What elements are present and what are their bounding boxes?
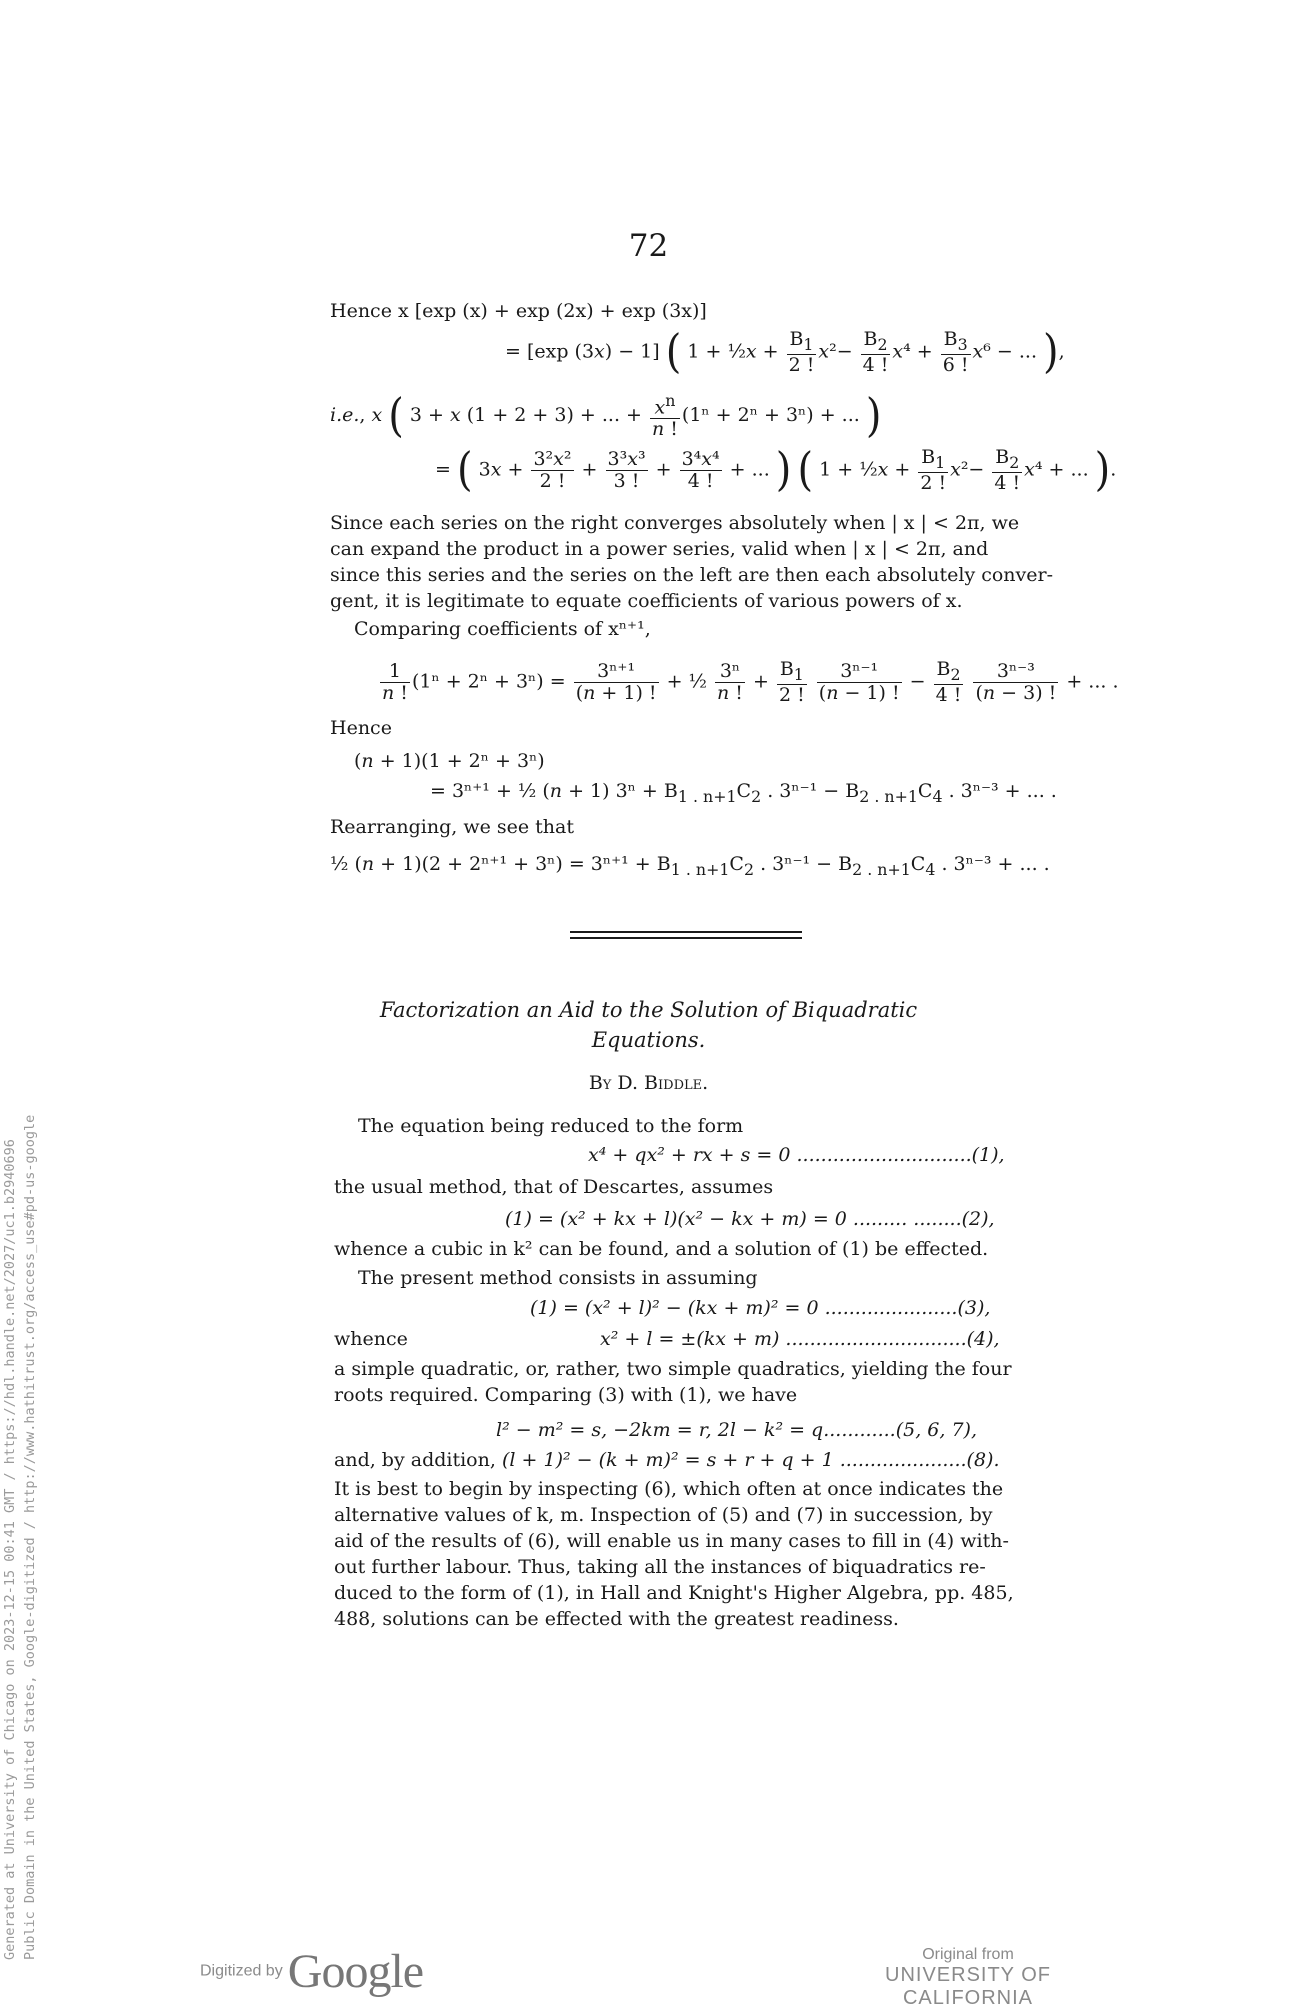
equation-4: x² + l = ±(kx + m) ..............................(4), (600, 1328, 1000, 1350)
comparing-line: Comparing coefficients of xⁿ⁺¹, (354, 618, 651, 640)
paragraph-line: can expand the product in a power series, valid when | x | < 2π, and (330, 538, 989, 560)
paragraph-line: Since each series on the right converges absolutely when | x | < 2π, we (330, 512, 1020, 534)
original-from (828, 1946, 1108, 2010)
section-rule (570, 937, 802, 939)
equation-product: = ( 3x + $\frac{\text{3²x²}}{2 !}$ + $\frac{\text{3³x³}}{3 !}$ + $\frac{\text{3⁴x⁴}}{4 !}$ + ... ) ( 1 + ½x + $\frac{B_1}{2 !}$ x²− $\frac{B_2}{4 !}$ x⁴ + ... ). (435, 443, 1117, 497)
article-title-line1: Factorization an Aid to the Solution of Biquadratic (379, 998, 918, 1022)
watermark-line: Public Domain in the United States, Google-digitized / http://www.hathitrust.org/access_use#pd-us-google (22, 1114, 38, 1960)
paragraph-line: duced to the form of (1), in Hall and Knight's Higher Algebra, pp. 485, (334, 1582, 1014, 1604)
digitized-by-text: Digitized by (200, 1962, 283, 1980)
watermark-line: Generated at University of Chicago on 2023-12-15 00:41 GMT / https://hdl.handle.net/2027/uc1.b2940696 (2, 1139, 18, 1960)
article-title-line2: Equations. (591, 1028, 706, 1052)
equation-2: (1) = (x² + kx + l)(x² − kx + m) = 0 ......... ........(2), (505, 1208, 995, 1230)
paragraph-line: aid of the results of (6), will enable us in many cases to fill in (4) with- (334, 1530, 1009, 1552)
university-name: UNIVERSITY OF CALIFORNIA (885, 1964, 1051, 2009)
equation-1: x⁴ + qx² + rx + s = 0 .............................(1), (588, 1144, 1005, 1166)
simple-quadratic-paragraph (334, 1356, 1044, 1408)
hence-line: Hence x [exp (x) + exp (2x) + exp (3x)] (330, 300, 707, 322)
whence-word: whence (334, 1328, 408, 1350)
equation-rearranged: ½ $(n + 1)(2 + 2^{n+1} + 3^n) = 3^{n+1} + B_{1 . n+1}C_2$ . $3^{n-1} - B_{2 . n+1}C_4$ . 3ⁿ⁻³ + ... . (330, 853, 1050, 879)
section-rule (570, 931, 802, 933)
paragraph-line: a simple quadratic, or, rather, two simple quadratics, yielding the four (334, 1358, 1012, 1380)
paragraph-line: since this series and the series on the left are then each absolutely conver- (330, 564, 1054, 586)
hence-label: Hence (330, 717, 392, 739)
equation-8: (l + 1)² − (k + m)² = s + r + q + 1 .....................(8). (502, 1449, 1000, 1471)
addition-word: and, by addition, (334, 1449, 496, 1471)
equation-expansion: = 3ⁿ⁺¹ + ½ (n + 1) $3^n + B_{1 . n+1}C_2$ . $3^{n-1} - B_{2 . n+1}C_4$ . 3ⁿ⁻³ + ... . (430, 780, 1057, 806)
present-method-line: The present method consists in assuming (358, 1267, 758, 1289)
paragraph-line: out further labour. Thus, taking all the instances of biquadratics re- (334, 1556, 986, 1578)
equation-n-plus-one: (n + 1)(1 + 2ⁿ + 3ⁿ) (354, 750, 545, 772)
convergence-paragraph (330, 510, 1060, 614)
paragraph-line: 488, solutions can be effected with the greatest readiness. (334, 1608, 899, 1630)
equation-exp-series: = [exp (3x) − 1] ( 1 + ½x + $\frac{B_1}{2 !}$ x²− $\frac{B_2}{4 !}$ x⁴ + $\frac{B_3}{6 !}$ x⁶ − ... ), (505, 325, 1065, 379)
intro-line: The equation being reduced to the form (358, 1115, 744, 1137)
usual-method-line: the usual method, that of Descartes, assumes (334, 1176, 774, 1198)
page-number: 72 (628, 228, 669, 264)
hathitrust-watermark (0, 950, 40, 1960)
equation-5-6-7: l² − m² = s, −2km = r, 2l − k² = q............(5, 6, 7), (496, 1419, 977, 1441)
paragraph-line: It is best to begin by inspecting (6), which often at once indicates the (334, 1478, 1004, 1500)
equation-3: (1) = (x² + l)² − (kx + m)² = 0 ......................(3), (530, 1297, 991, 1319)
equation-coefficients: $\frac{1}{n !}$ (1ⁿ + 2ⁿ + 3ⁿ) = $\frac{\text{3ⁿ⁺¹}}{(n + 1) !}$ + ½ $\frac{\text{3ⁿ}}{n !}$ + $\frac{B_1}{2 !}$ $\frac{\text{3ⁿ⁻¹}}{(n - 1) !}$ − $\frac{B_2}{4 !}$ $\frac{\text{3ⁿ⁻³}}{(n - 3) !}$ + ... . (382, 658, 1119, 706)
google-logo: Google (287, 1945, 424, 1998)
whence-cubic-line: whence a cubic in k² can be found, and a solution of (1) be effected. (334, 1238, 989, 1260)
paragraph-line: roots required. Comparing (3) with (1), we have (334, 1384, 798, 1406)
final-paragraph (334, 1476, 1064, 1632)
digitized-by-google (200, 1944, 423, 1999)
equation-ie-series: i.e., x ( 3 + x (1 + 2 + 3) + ... + $\frac{x^n}{n !}$ (1ⁿ + 2ⁿ + 3ⁿ) + ... ) (330, 389, 882, 443)
paragraph-line: alternative values of k, m. Inspection of (5) and (7) in succession, by (334, 1504, 993, 1526)
paragraph-line: gent, it is legitimate to equate coefficients of various powers of x. (330, 590, 963, 612)
rearranging-line: Rearranging, we see that (330, 816, 574, 838)
original-from-text: Original from (922, 1946, 1014, 1963)
article-author: By D. Biddle. (588, 1072, 709, 1094)
